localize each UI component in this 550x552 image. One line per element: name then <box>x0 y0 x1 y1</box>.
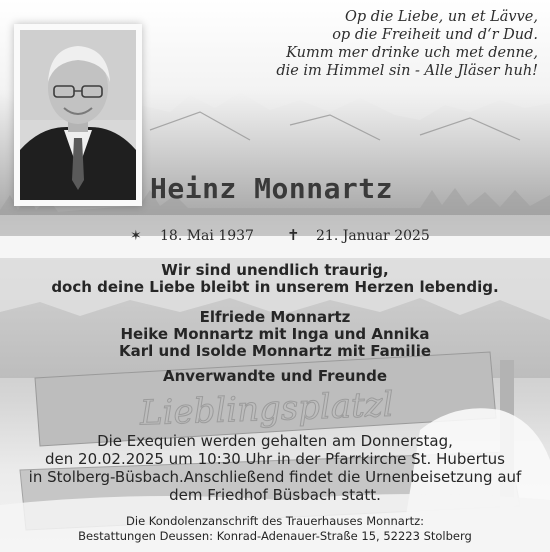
poem-line: die im Himmel sin - Alle Jläser huh! <box>276 63 538 79</box>
service-line: dem Friedhof Büsbach statt. <box>169 486 381 504</box>
family-member: Elfriede Monnartz <box>199 308 351 326</box>
service-line: den 20.02.2025 um 10:30 Uhr in der Pfarrkirche St. Hubertus <box>45 450 505 468</box>
birth-star-icon: ✶ <box>130 228 142 244</box>
condolence-line: Die Kondolenzanschrift des Trauerhauses Monnartz: <box>126 514 424 528</box>
death-date: 21. Januar 2025 <box>316 228 430 244</box>
poem-line: Kumm mer drinke uch met denne, <box>286 45 538 61</box>
portrait-image <box>20 30 136 200</box>
condolence-line: Bestattungen Deussen: Konrad-Adenauer-Straße 15, 52223 Stolberg <box>78 529 472 543</box>
deceased-name: Heinz Monnartz <box>150 172 394 205</box>
message-line: doch deine Liebe bleibt in unserem Herzen lebendig. <box>51 278 499 296</box>
death-cross-icon: ✝ <box>287 226 300 244</box>
message-line: Wir sind unendlich traurig, <box>161 261 389 279</box>
relatives-line: Anverwandte und Freunde <box>162 367 388 385</box>
mourning-message <box>0 262 550 296</box>
poem-line: Op die Liebe, un et Lävve, <box>345 9 538 25</box>
service-details <box>0 432 550 504</box>
service-line: in Stolberg-Büsbach.Anschließend findet die Urnenbeisetzung auf <box>28 468 522 486</box>
portrait-photo <box>14 24 142 206</box>
service-line: Die Exequien werden gehalten am Donnerstag, <box>97 432 453 450</box>
bench-sign-text: Lieblingsplatzl <box>139 384 395 434</box>
poem-verse <box>238 8 538 80</box>
family-member: Heike Monnartz mit Inga und Annika <box>120 325 430 343</box>
birth-date: 18. Mai 1937 <box>160 228 254 244</box>
family-names <box>0 309 550 360</box>
poem-line: op die Freiheit und d‘r Dud. <box>332 27 538 43</box>
life-dates <box>0 226 550 248</box>
family-member: Karl und Isolde Monnartz mit Familie <box>118 342 432 360</box>
condolence-address <box>0 514 550 544</box>
